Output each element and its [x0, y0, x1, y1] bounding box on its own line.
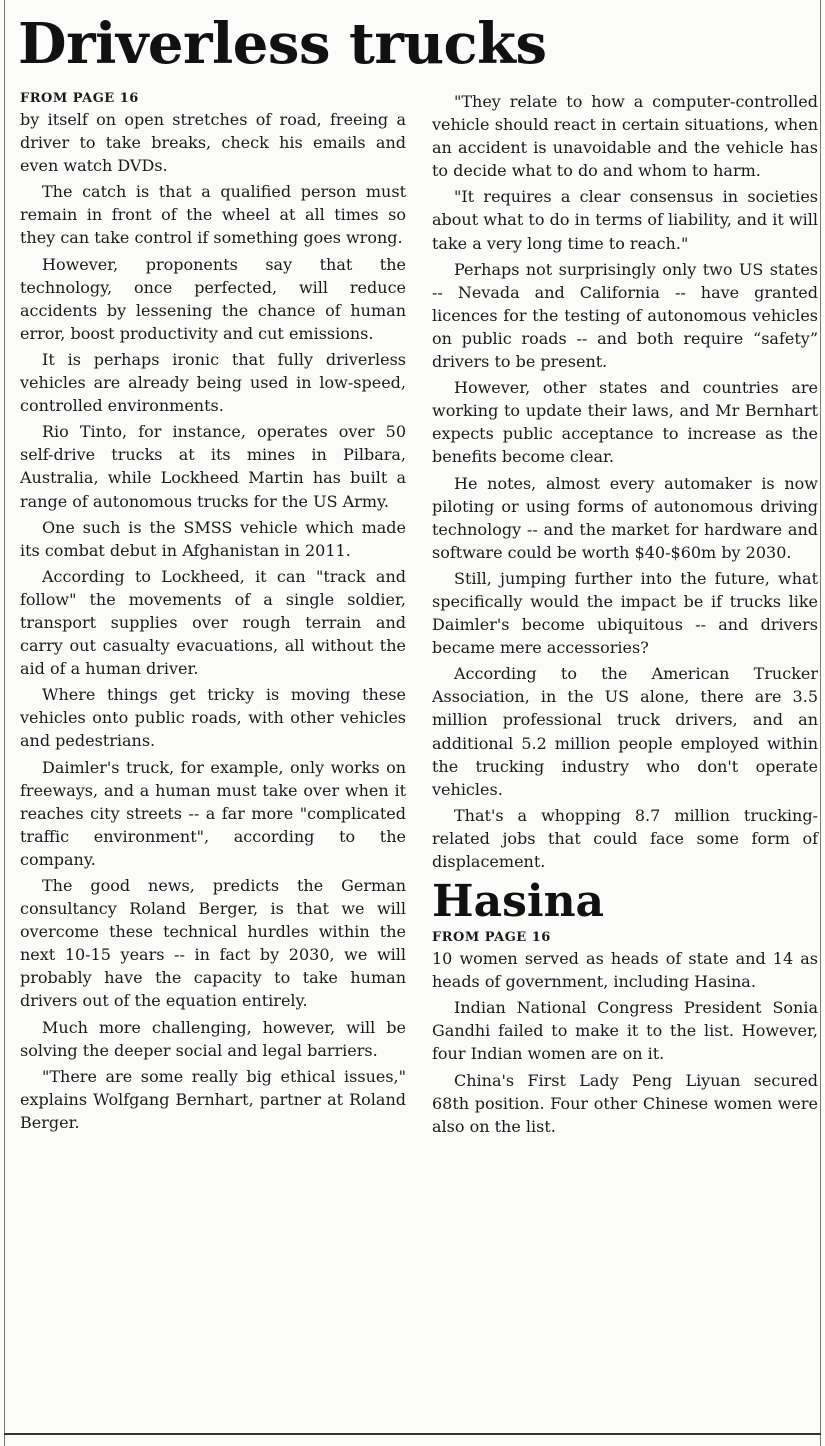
- article-paragraph: by itself on open stretches of road, freeing a driver to take breaks, check his emails and even watch DVDs.: [20, 110, 406, 176]
- article-paragraph: It is perhaps ironic that fully driverless vehicles are already being used in low-speed, controlled environments.: [20, 349, 406, 416]
- article-paragraph: 10 women served as heads of state and 14 as heads of government, including Hasina.: [432, 949, 818, 992]
- article-paragraph: According to Lockheed, it can "track and follow" the movements of a single soldier, transport supplies over rough terrain and carry out casualty evacuations, all without the aid of a human driver.: [20, 566, 406, 679]
- article-paragraph: China's First Lady Peng Liyuan secured 68th position. Four other Chinese women were also on the list.: [432, 1070, 818, 1136]
- article-paragraph: According to the American Trucker Association, in the US alone, there are 3.5 million professional truck drivers, and an additional 5.2 million people employed within the trucking industry who don't operate vehicles.: [432, 664, 818, 799]
- from-page-kicker: FROM PAGE 16: [20, 91, 139, 106]
- article-paragraph: However, other states and countries are working to update their laws, and Mr Bernhart expects public acceptance to increase as the benefits become clear.: [432, 378, 818, 467]
- article-paragraph: Perhaps not surprisingly only two US states -- Nevada and California -- have granted licences for the testing of autonomous vehicles on public roads -- and both require “safety” drivers to be present.: [432, 259, 818, 372]
- headline-driverless-trucks: Driverless trucks: [18, 11, 547, 77]
- article-paragraph: He notes, almost every automaker is now piloting or using forms of autonomous driving technology -- and the market for hardware and software could be worth $40-$60m by 2030.: [432, 473, 818, 562]
- article-paragraph: Much more challenging, however, will be solving the deeper social and legal barriers.: [20, 1017, 406, 1060]
- bottom-rule: [4, 1433, 821, 1435]
- article-paragraph: Where things get tricky is moving these vehicles onto public roads, with other vehicles and pedestrians.: [20, 685, 406, 751]
- article-paragraph: Still, jumping further into the future, what specifically would the impact be if trucks like Daimler's become ubiquitous -- and drivers became mere accessories?: [432, 568, 818, 658]
- article-paragraph: Daimler's truck, for example, only works on freeways, and a human must take over when it reaches city streets -- a far more "complicated traffic environment", according to the company.: [20, 757, 406, 869]
- article-paragraph: "They relate to how a computer-controlled vehicle should react in certain situations, when an accident is unavoidable and the vehicle has to decide what to do and whom to harm.: [432, 92, 818, 181]
- article-paragraph: "It requires a clear consensus in societies about what to do in terms of liability, and it will take a very long time to reach.": [432, 187, 818, 253]
- article-paragraph: The good news, predicts the German consultancy Roland Berger, is that we will overcome these technical hurdles within the next 10-15 years -- in fact by 2030, we will probably have the capacity to take human drivers out of the equation entirely.: [20, 876, 406, 1011]
- article-paragraph: That's a whopping 8.7 million trucking-related jobs that could face some form of displacement.: [432, 805, 818, 871]
- article-paragraph: One such is the SMSS vehicle which made its combat debut in Afghanistan in 2011.: [20, 517, 406, 560]
- page-border-right: [820, 0, 821, 1446]
- article-paragraph: The catch is that a qualified person must remain in front of the wheel at all times so they can take control if something goes wrong.: [20, 182, 406, 248]
- article-paragraph: "There are some really big ethical issues," explains Wolfgang Bernhart, partner at Roland Berger.: [20, 1066, 406, 1132]
- left-column: [20, 90, 406, 1134]
- article-paragraph: Rio Tinto, for instance, operates over 50 self-drive trucks at its mines in Pilbara, Australia, while Lockheed Martin has built a range of autonomous trucks for the US Army.: [20, 422, 406, 511]
- headline-hasina: Hasina: [432, 876, 605, 928]
- article-paragraph: However, proponents say that the technology, once perfected, will reduce accidents by lessening the chance of human error, boost productivity and cut emissions.: [20, 254, 406, 343]
- page-border-left: [4, 0, 5, 1446]
- article-paragraph: Indian National Congress President Sonia Gandhi failed to make it to the list. However, four Indian women are on it.: [432, 998, 818, 1064]
- right-column: [432, 90, 818, 1138]
- from-page-kicker: FROM PAGE 16: [432, 930, 551, 946]
